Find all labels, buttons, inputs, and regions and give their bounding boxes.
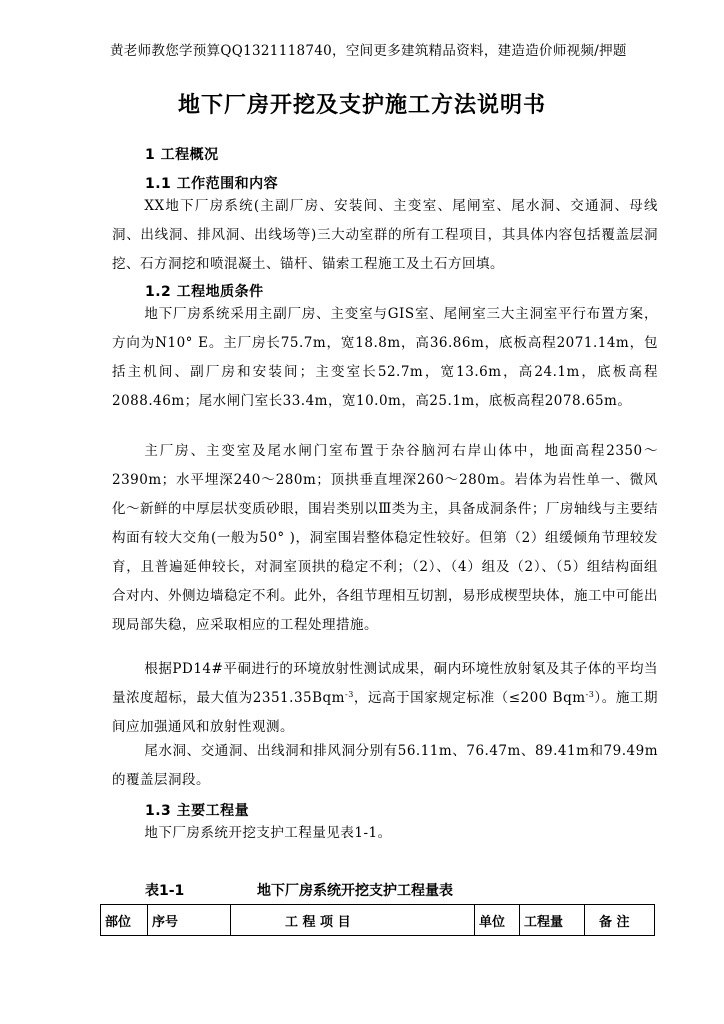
quantities-table [100, 904, 655, 936]
unit-exponent: -3 [585, 690, 595, 699]
radiation-paragraph [112, 655, 658, 742]
section-1-2-heading: 1.2 工程地质条件 [145, 284, 264, 300]
overburden-paragraph: 尾水洞、交通洞、出线洞和排风洞分别有56.11m、76.47m、89.41m和79.49m的覆盖层洞段。 [112, 743, 658, 788]
geology-paragraph-1: 地下厂房系统采用主副厂房、主变室与GIS室、尾闸室三大主洞室平行布置方案，方向为N10° E。主厂房长75.7m，宽18.8m，高36.86m，底板高程2071.14m，包括主机间、副厂房和安装间；主变室长52.7m，宽13.6m，高24.1m，底板高程2088.46m；尾水闸门室长33.4m，宽10.0m，高25.1m，底板高程2078.65m。 [112, 306, 658, 409]
section-1-3-heading: 1.3 主要工程量 [145, 803, 250, 819]
header-quantity: 工程量 [520, 905, 585, 936]
unit-exponent: -3 [344, 690, 354, 699]
radiation-text-c: ）。施工期间应加强通风和放射性观测。 [112, 690, 658, 735]
section-1-heading: 1 工程概况 [145, 147, 219, 163]
section-1-1-paragraph: XX地下厂房系统(主副厂房、安装间、主变室、尾闸室、尾水洞、交通洞、母线洞、出线洞、排风洞、出线场等)三大动室群的所有工程项目，其具体内容包括覆盖层洞挖、石方洞挖和喷混凝土、锚杆、锚索工程施工及土石方回填。 [112, 198, 658, 272]
geology-paragraph-2: 主厂房、主变室及尾水闸门室布置于杂谷脑河右岸山体中，地面高程2350～2390m；水平埋深240～280m；顶拱垂直埋深260～280m。岩体为岩性单一、微风化～新鲜的中厚层状变质砂眼，围岩类别以Ⅲ类为主，具备成洞条件；厂房轴线与主要结构面有较大交角(一般为50° )，洞室围岩整体稳定性较好。但第（2）组缓倾角节理较发育，且普遍延伸较长，对洞室顶拱的稳定不利；（2）、（4）组及（2）、（5）组结构面组合对内、外侧边墙稳定不利。此外，各组节理相互切割，易形成楔型块体，施工中可能出现局部失稳，应采取相应的工程处理措施。 [112, 443, 658, 633]
header-location: 部位 [101, 905, 148, 936]
table-caption [145, 880, 453, 900]
header-remarks: 备 注 [585, 905, 655, 936]
header-unit: 单位 [475, 905, 520, 936]
header-note: 黄老师教您学预算QQ1321118740，空间更多建筑精品资料，建造造价师视频/押题 [110, 43, 627, 59]
radiation-text-a: 根据PD14#平硐进行的环境放射性测试成果，硐内环境性放射氡及其子体的平均当量浓度超标，最大值为2351.35Bqm [112, 661, 658, 706]
table-title: 地下厂房系统开挖支护工程量表 [257, 883, 453, 899]
table-header-row [101, 905, 655, 936]
table-number: 表1-1 [145, 883, 185, 899]
header-serial: 序号 [148, 905, 231, 936]
quantities-paragraph: 地下厂房系统开挖支护工程量见表1-1。 [144, 825, 392, 841]
document-title: 地下厂房开挖及支护施工方法说明书 [177, 93, 546, 118]
section-1-1-heading: 1.1 工作范围和内容 [145, 176, 279, 192]
radiation-text-b: ，远高于国家规定标准（≤200 Bqm [353, 690, 586, 706]
header-item: 工 程 项 目 [231, 905, 475, 936]
